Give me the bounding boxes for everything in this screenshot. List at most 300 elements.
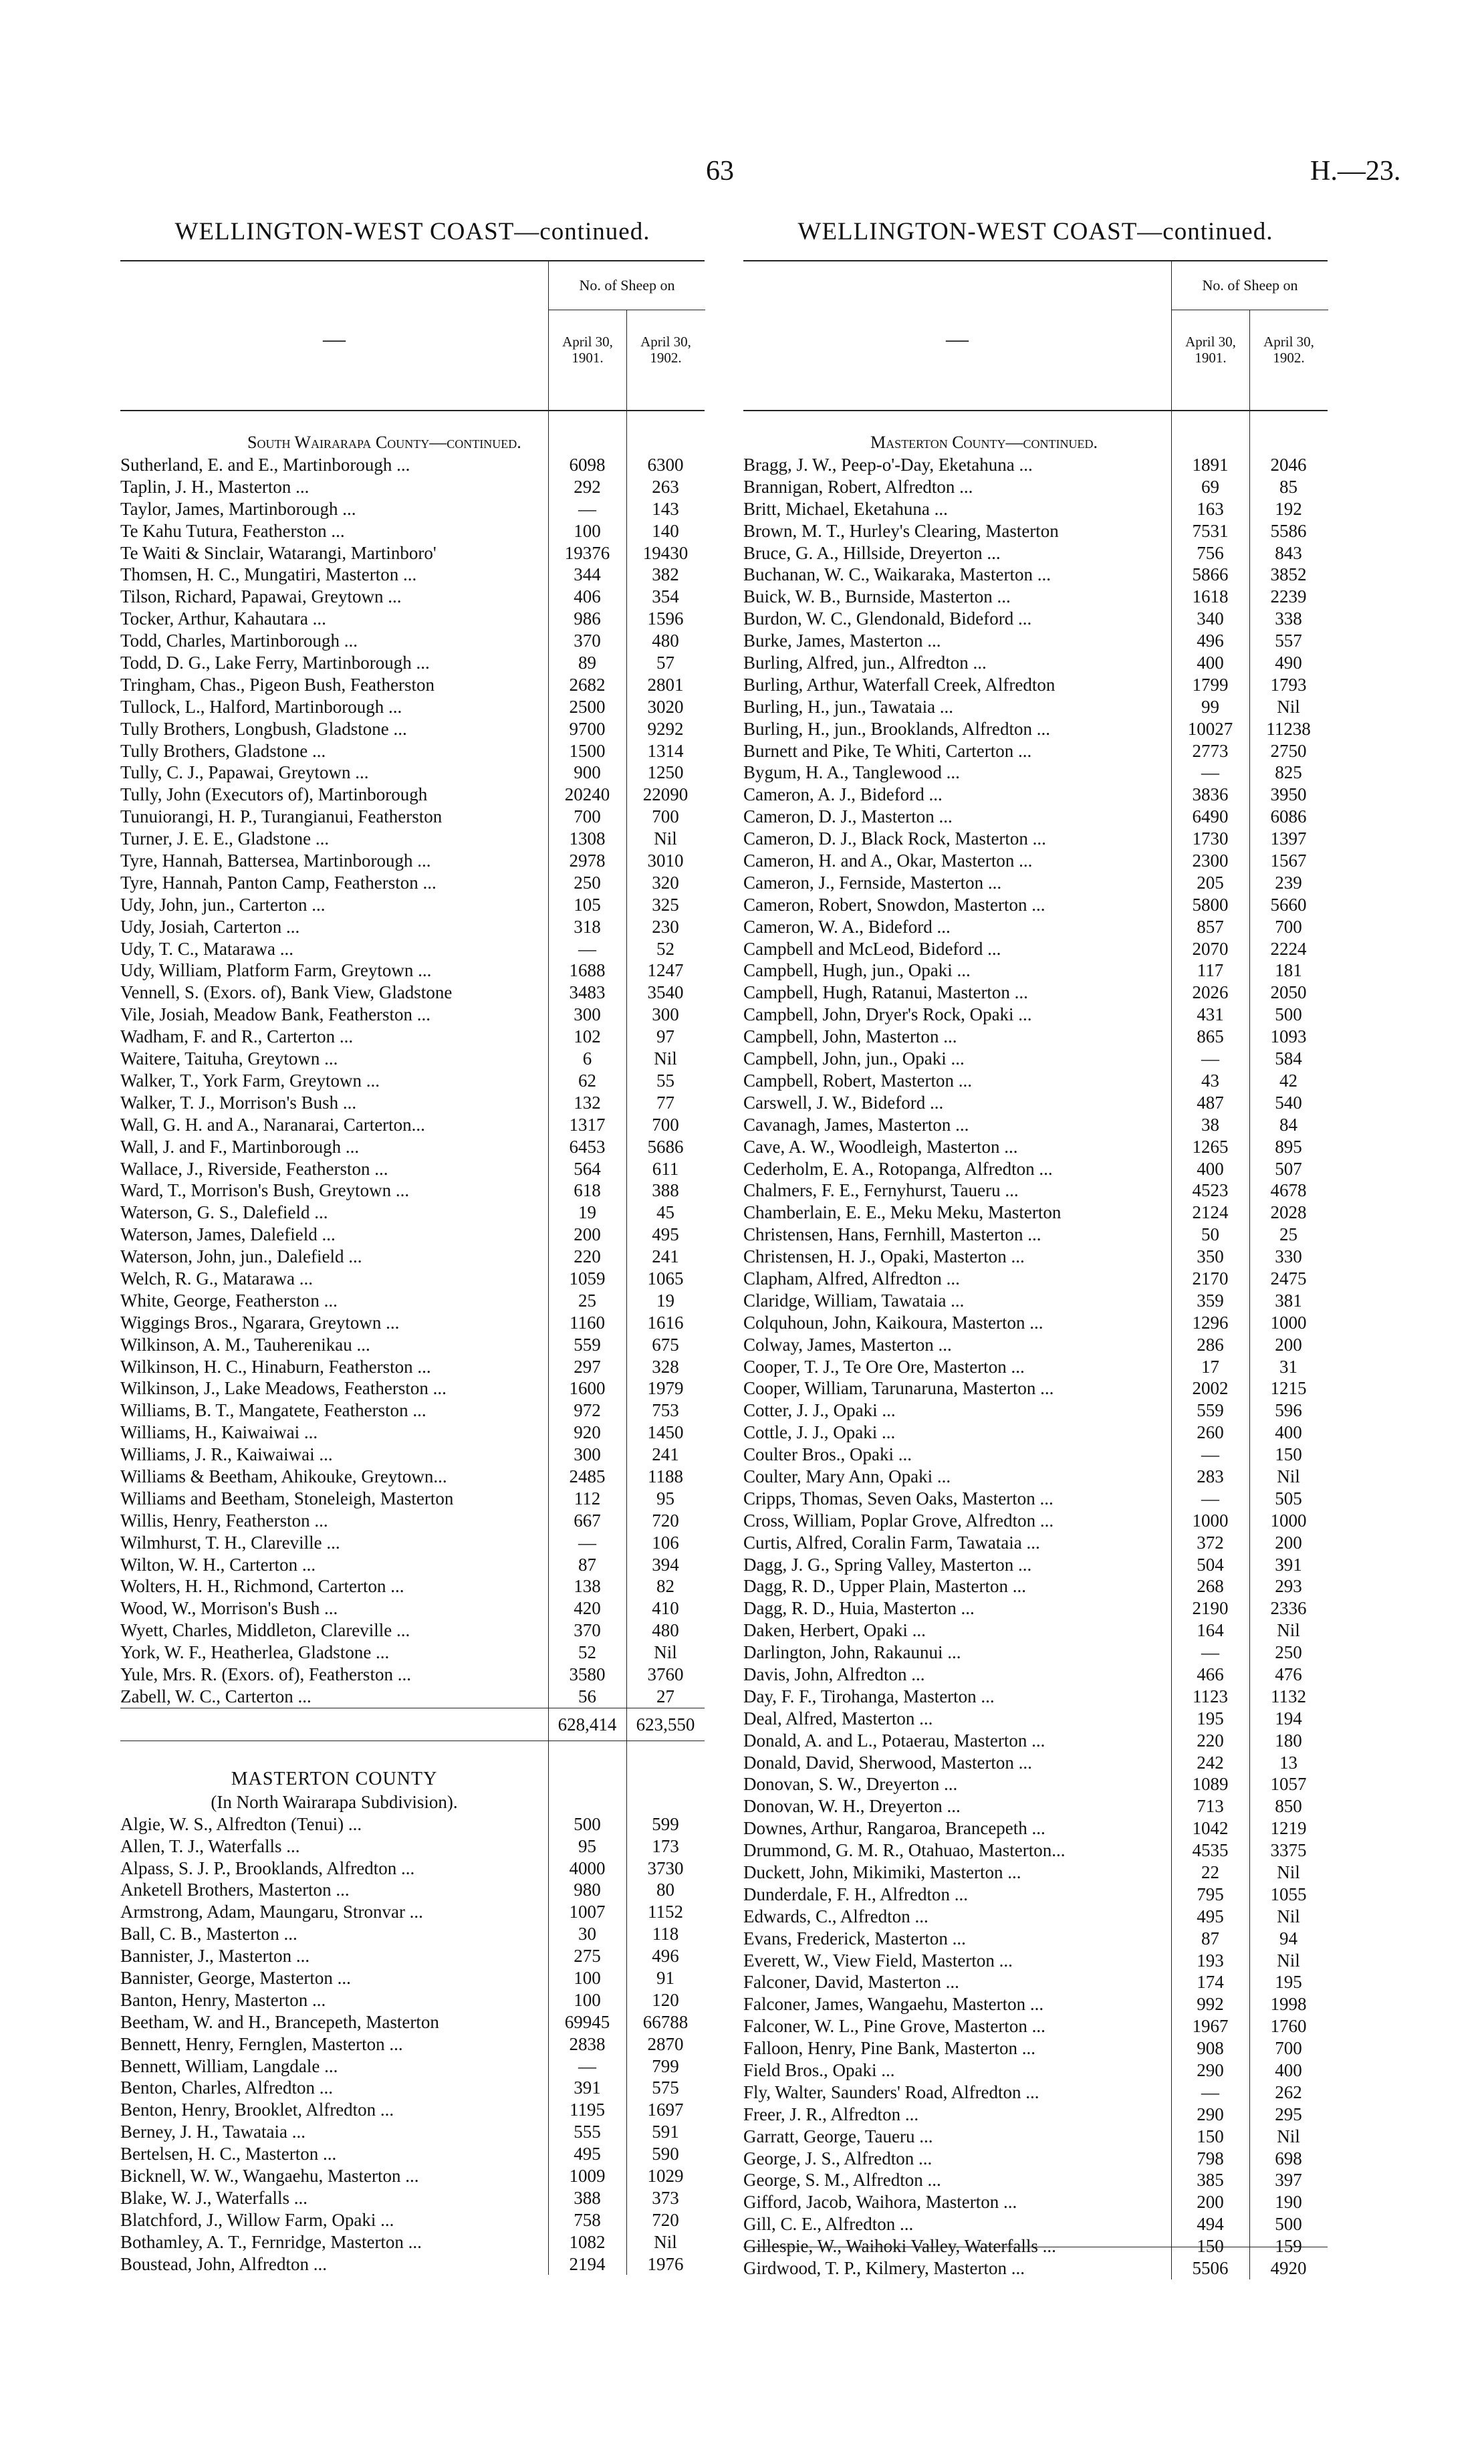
- sheep-1901: 297: [574, 1356, 601, 1377]
- total-row: [120, 1708, 705, 1741]
- owner-name: Burling, Arthur, Waterfall Creek, Alfredton: [743, 674, 1056, 695]
- table-row: [120, 2121, 705, 2143]
- owner-name: Campbell, Hugh, Ratanui, Masterton ...: [743, 982, 1028, 1003]
- sheep-1902: 1998: [1270, 1994, 1307, 2015]
- sheep-1901: 6453: [569, 1136, 606, 1157]
- sheep-1902: 6086: [1270, 806, 1307, 827]
- sheep-1902: 1616: [647, 1312, 684, 1333]
- sheep-1902: 505: [1275, 1488, 1302, 1508]
- sheep-1901: 100: [574, 1968, 601, 1988]
- table-row: [120, 608, 705, 630]
- sheep-1901: —: [1201, 762, 1219, 783]
- sheep-1901: 466: [1197, 1664, 1224, 1684]
- table-row: [120, 1901, 705, 1923]
- owner-name: Wyett, Charles, Middleton, Clareville ...: [120, 1620, 410, 1641]
- owner-name: Everett, W., View Field, Masterton ...: [743, 1950, 1013, 1971]
- sheep-1901: 992: [1197, 1994, 1224, 2015]
- table-row: [743, 2169, 1328, 2191]
- sheep-1902: 1188: [648, 1466, 683, 1486]
- owner-name: Britt, Michael, Eketahuna ...: [743, 498, 948, 519]
- sheep-1902: Nil: [1277, 1906, 1300, 1926]
- sheep-1902: 95: [656, 1488, 674, 1508]
- sheep-1901: 2190: [1192, 1598, 1229, 1619]
- right-table-body: [743, 411, 1328, 2279]
- owner-name: Falconer, David, Masterton ...: [743, 1972, 959, 1993]
- sheep-1902: 6300: [647, 455, 684, 475]
- table-row: [120, 1246, 705, 1268]
- table-row: [743, 564, 1328, 586]
- sheep-1902: 27: [656, 1686, 674, 1706]
- sheep-1902: 120: [652, 1989, 679, 2010]
- right-table-header: [743, 260, 1328, 411]
- sheep-1901: 406: [574, 586, 601, 607]
- owner-name: Tullock, L., Halford, Martinborough ...: [120, 696, 402, 717]
- table-row: [120, 1026, 705, 1048]
- table-row: [743, 1928, 1328, 1950]
- sheep-1902: 2336: [1270, 1598, 1307, 1619]
- sheep-1901: 3836: [1192, 784, 1229, 805]
- owner-name: Bicknell, W. W., Wangaehu, Masterton ...: [120, 2166, 419, 2187]
- table-row: [120, 740, 705, 762]
- table-row: [743, 1202, 1328, 1224]
- sheep-1902: 3540: [647, 982, 684, 1003]
- sheep-1902: 599: [652, 1813, 679, 1834]
- section-heading: South Wairarapa County—continued.: [247, 433, 521, 452]
- left-table-body: [120, 411, 705, 2275]
- sheep-1902: 181: [1275, 960, 1302, 981]
- sheep-1902: 675: [652, 1334, 679, 1355]
- name-column-header: —: [323, 327, 346, 352]
- sheep-1901: 340: [1197, 608, 1224, 629]
- sheep-1902: 94: [1279, 1928, 1297, 1948]
- owner-name: Carswell, J. W., Bideford ...: [743, 1092, 944, 1113]
- table-row: [743, 1488, 1328, 1510]
- sheep-1902: 52: [656, 938, 674, 959]
- sheep-1901: 200: [1197, 2192, 1224, 2213]
- table-row: [743, 916, 1328, 938]
- sheep-1901: 359: [1197, 1290, 1224, 1311]
- sheep-1901: 290: [1197, 2060, 1224, 2081]
- sheep-1901: 1042: [1192, 1818, 1229, 1839]
- table-row: [743, 1686, 1328, 1708]
- sheep-1902: 66788: [642, 2011, 689, 2032]
- table-row: [120, 1356, 705, 1378]
- sheep-1901: 138: [574, 1576, 601, 1597]
- sheep-count-header: No. of Sheep on: [1171, 261, 1328, 310]
- table-row: [120, 2011, 705, 2033]
- sheep-1901: 69945: [564, 2011, 610, 2032]
- table-row: [120, 674, 705, 696]
- table-row: [120, 1879, 705, 1901]
- owner-name: Dunderdale, F. H., Alfredton ...: [743, 1884, 969, 1904]
- owner-name: Bennett, William, Langdale ...: [120, 2055, 338, 2076]
- sheep-1902: 2475: [1270, 1268, 1307, 1289]
- sheep-1902: 328: [652, 1356, 679, 1377]
- table-row: [743, 1950, 1328, 1972]
- sheep-1902: 540: [1275, 1092, 1302, 1113]
- year-1901-header: April 30, 1901.: [548, 310, 626, 410]
- table-row: [743, 1752, 1328, 1774]
- table-row: [743, 696, 1328, 718]
- table-row: [743, 652, 1328, 674]
- sheep-1901: 495: [1197, 1906, 1224, 1926]
- sheep-1902: Nil: [1277, 1466, 1300, 1486]
- owner-name: Cotter, J. J., Opaki ...: [743, 1400, 896, 1421]
- table-row: [743, 1444, 1328, 1466]
- sheep-1901: 1265: [1192, 1136, 1229, 1157]
- sheep-1901: —: [578, 938, 596, 959]
- owner-name: Donovan, S. W., Dreyerton ...: [743, 1774, 958, 1795]
- sheep-1902: 338: [1275, 608, 1302, 629]
- table-row: [743, 1356, 1328, 1378]
- owner-name: Cooper, William, Tarunaruna, Masterton ...: [743, 1378, 1054, 1399]
- sheep-1902: 3730: [647, 1858, 684, 1878]
- sheep-1902: 753: [652, 1400, 679, 1421]
- sheep-1901: 7531: [1192, 520, 1229, 541]
- table-row: [743, 2015, 1328, 2037]
- table-row: [120, 520, 705, 542]
- owner-name: Benton, Charles, Alfredton ...: [120, 2078, 333, 2098]
- sheep-1901: 1059: [569, 1268, 606, 1289]
- sheep-1901: —: [578, 2055, 596, 2076]
- table-row: [743, 1839, 1328, 1862]
- sheep-1901: 1317: [569, 1114, 606, 1135]
- sheep-1902: Nil: [1277, 1620, 1300, 1641]
- sheep-1901: 318: [574, 916, 601, 937]
- sheep-1901: 431: [1197, 1004, 1224, 1025]
- sheep-1901: 5506: [1192, 2258, 1229, 2279]
- sheep-1902: 373: [652, 2187, 679, 2208]
- table-row: [743, 2104, 1328, 2126]
- sheep-1901: 19376: [564, 542, 610, 563]
- sheep-1901: 2194: [569, 2253, 606, 2274]
- table-row: [120, 1290, 705, 1312]
- table-row: [120, 2099, 705, 2121]
- owner-name: Banton, Henry, Masterton ...: [120, 1989, 326, 2010]
- owner-name: Bertelsen, H. C., Masterton ...: [120, 2144, 337, 2164]
- sheep-1901: 667: [574, 1510, 601, 1531]
- sheep-1902: 575: [652, 2078, 679, 2098]
- owner-name: Campbell, John, Dryer's Rock, Opaki ...: [743, 1004, 1032, 1025]
- sheep-1901: 1618: [1192, 586, 1229, 607]
- sheep-1901: 220: [574, 1246, 601, 1267]
- sheep-1901: 5866: [1192, 564, 1229, 585]
- owner-name: Vile, Josiah, Meadow Bank, Featherston ...: [120, 1004, 431, 1025]
- sheep-1901: 559: [1197, 1400, 1224, 1421]
- table-row: [120, 806, 705, 828]
- sheep-1902: Nil: [1277, 2126, 1300, 2146]
- owner-name: Gill, C. E., Alfredton ...: [743, 2214, 914, 2235]
- sheep-1902: 85: [1279, 476, 1297, 497]
- sheep-1901: 2485: [569, 1466, 606, 1486]
- table-row: [743, 1004, 1328, 1026]
- sheep-1902: 192: [1275, 498, 1302, 519]
- sheep-1902: 106: [652, 1532, 679, 1553]
- sheep-1901: 1799: [1192, 674, 1229, 695]
- name-column-header: —: [946, 327, 969, 352]
- table-row: [120, 894, 705, 916]
- owner-name: Tully Brothers, Longbush, Gladstone ...: [120, 718, 407, 739]
- sheep-1902: 2801: [647, 674, 684, 695]
- sheep-1902: 230: [652, 916, 679, 937]
- sheep-1902: 320: [652, 872, 679, 893]
- table-row: [120, 1642, 705, 1664]
- owner-name: Vennell, S. (Exors. of), Bank View, Gladstone: [120, 982, 453, 1003]
- sheep-1902: 1697: [647, 2100, 684, 2120]
- sheep-1901: 2300: [1192, 851, 1229, 871]
- owner-name: Brown, M. T., Hurley's Clearing, Masterton: [743, 520, 1059, 541]
- sheep-1902: 388: [652, 1180, 679, 1201]
- table-row: [743, 586, 1328, 608]
- owner-name: Burke, James, Masterton ...: [743, 631, 941, 651]
- total-1902: 623,550: [636, 1714, 695, 1734]
- sheep-1901: 4000: [569, 1858, 606, 1878]
- sheep-1901: 5800: [1192, 894, 1229, 915]
- owner-name: Field Bros., Opaki ...: [743, 2060, 895, 2081]
- owner-name: Wallace, J., Riverside, Featherston ...: [120, 1158, 388, 1179]
- sheep-1901: 300: [574, 1004, 601, 1025]
- sheep-1901: 980: [574, 1880, 601, 1900]
- sheep-1901: 495: [574, 2144, 601, 2164]
- table-row: [120, 784, 705, 806]
- sheep-1902: 1000: [1270, 1510, 1307, 1531]
- sheep-1902: 3010: [647, 851, 684, 871]
- table-row: [120, 1945, 705, 1967]
- sheep-1901: 400: [1197, 653, 1224, 673]
- owner-name: Waterson, G. S., Dalefield ...: [120, 1202, 328, 1223]
- sheep-1901: 2170: [1192, 1268, 1229, 1289]
- owner-name: Cameron, D. J., Black Rock, Masterton ...: [743, 828, 1046, 849]
- sheep-1902: 400: [1275, 1422, 1302, 1443]
- sheep-1902: 700: [1275, 2038, 1302, 2059]
- table-row: [120, 454, 705, 476]
- sheep-1902: 194: [1275, 1708, 1302, 1728]
- sheep-1902: 2224: [1270, 938, 1307, 959]
- owner-name: Anketell Brothers, Masterton ...: [120, 1880, 350, 1900]
- owner-name: Donald, A. and L., Potaerau, Masterton ...: [743, 1730, 1045, 1751]
- table-row: [743, 1862, 1328, 1884]
- sheep-1901: 56: [578, 1686, 596, 1706]
- sheep-1902: Nil: [654, 1048, 677, 1069]
- total-1901: 628,414: [558, 1714, 617, 1734]
- table-row: [743, 1290, 1328, 1312]
- sheep-1901: 50: [1201, 1224, 1219, 1245]
- sheep-1902: 496: [652, 1946, 679, 1967]
- owner-name: Taylor, James, Martinborough ...: [120, 498, 356, 519]
- sheep-1902: 1250: [647, 762, 684, 783]
- owner-name: Brannigan, Robert, Alfredton ...: [743, 476, 973, 497]
- table-row: [743, 850, 1328, 872]
- sheep-1902: 480: [652, 1620, 679, 1641]
- owner-name: Cameron, J., Fernside, Masterton ...: [743, 872, 1002, 893]
- owner-name: Chalmers, F. E., Fernyhurst, Taueru ...: [743, 1180, 1019, 1201]
- owner-name: Williams and Beetham, Stoneleigh, Masterton: [120, 1488, 454, 1508]
- table-row: [120, 696, 705, 718]
- owner-name: Bothamley, A. T., Fernridge, Masterton ...: [120, 2231, 422, 2252]
- sheep-1902: 263: [652, 476, 679, 497]
- sheep-1901: 117: [1197, 960, 1224, 981]
- owner-name: Wood, W., Morrison's Bush ...: [120, 1598, 338, 1619]
- sheep-1901: —: [1201, 1642, 1219, 1663]
- sheep-1902: 200: [1275, 1334, 1302, 1355]
- sheep-1902: 825: [1275, 762, 1302, 783]
- sheep-1901: 4535: [1192, 1840, 1229, 1861]
- owner-name: Waterson, James, Dalefield ...: [120, 1224, 336, 1245]
- owner-name: Willis, Henry, Featherston ...: [120, 1510, 328, 1531]
- sheep-1902: 3375: [1270, 1840, 1307, 1861]
- owner-name: Ball, C. B., Masterton ...: [120, 1924, 297, 1944]
- owner-name: Deal, Alfred, Masterton ...: [743, 1708, 933, 1728]
- owner-name: Wilkinson, H. C., Hinaburn, Featherston ...: [120, 1356, 431, 1377]
- sheep-1902: 799: [652, 2055, 679, 2076]
- sheep-1901: 972: [574, 1400, 601, 1421]
- sheep-1901: 200: [574, 1224, 601, 1245]
- owner-name: Darlington, John, Rakaunui ...: [743, 1642, 961, 1663]
- sheep-1901: 286: [1197, 1334, 1224, 1355]
- sheep-1901: 43: [1201, 1070, 1219, 1091]
- sheep-1901: 504: [1197, 1554, 1224, 1575]
- table-row: [743, 1136, 1328, 1158]
- sheep-1902: 262: [1275, 2082, 1302, 2102]
- table-row: [120, 1967, 705, 1989]
- sheep-1902: 25: [1279, 1224, 1297, 1245]
- owner-name: Algie, W. S., Alfredton (Tenui) ...: [120, 1813, 362, 1834]
- owner-name: Downes, Arthur, Rangaroa, Brancepeth ...: [743, 1818, 1045, 1839]
- sheep-1902: Nil: [654, 2231, 677, 2252]
- sheep-1902: 5686: [647, 1136, 684, 1157]
- sheep-1902: 200: [1275, 1532, 1302, 1553]
- section-subheading: (In North Wairarapa Subdivision).: [211, 1791, 458, 1812]
- sheep-1901: 62: [578, 1070, 596, 1091]
- sheep-1901: 100: [574, 520, 601, 541]
- sheep-1902: 3760: [647, 1664, 684, 1684]
- table-row: [743, 1158, 1328, 1180]
- table-row: [743, 1664, 1328, 1686]
- sheep-1902: 1397: [1270, 828, 1307, 849]
- sheep-1901: 95: [578, 1835, 596, 1856]
- sheep-1901: 290: [1197, 2104, 1224, 2124]
- sheep-1902: 293: [1275, 1576, 1302, 1597]
- owner-name: George, S. M., Alfredton ...: [743, 2170, 941, 2191]
- table-row: [120, 1202, 705, 1224]
- table-row: [120, 1180, 705, 1202]
- table-row: [120, 1923, 705, 1945]
- table-row: [120, 586, 705, 608]
- owner-name: Walker, T., York Farm, Greytown ...: [120, 1070, 380, 1091]
- table-row: [743, 1026, 1328, 1048]
- owner-name: Williams, B. T., Mangatete, Featherston ...: [120, 1400, 426, 1421]
- sheep-1902: 3852: [1270, 564, 1307, 585]
- owner-name: Campbell, Robert, Masterton ...: [743, 1070, 972, 1091]
- table-row: [120, 1312, 705, 1334]
- sheep-1901: 10027: [1187, 718, 1233, 739]
- sheep-1901: 87: [578, 1554, 596, 1575]
- owner-name: Yule, Mrs. R. (Exors. of), Featherston ...: [120, 1664, 411, 1684]
- owner-name: Wolters, H. H., Richmond, Carterton ...: [120, 1576, 404, 1597]
- owner-name: Cooper, T. J., Te Ore Ore, Masterton ...: [743, 1356, 1025, 1377]
- right-column: [743, 217, 1328, 2279]
- owner-name: Campbell, John, Masterton ...: [743, 1026, 957, 1047]
- sheep-1901: 195: [1197, 1708, 1224, 1728]
- sheep-1901: —: [578, 498, 596, 519]
- sheep-1902: 118: [652, 1924, 679, 1944]
- table-row: [120, 1835, 705, 1858]
- left-column: [120, 217, 705, 2275]
- table-row: [120, 1114, 705, 1136]
- sheep-1902: 490: [1275, 653, 1302, 673]
- sheep-1901: —: [1201, 1488, 1219, 1508]
- owner-name: Beetham, W. and H., Brancepeth, Masterton: [120, 2011, 439, 2032]
- owner-name: Armstrong, Adam, Maungaru, Stronvar ...: [120, 1902, 423, 1922]
- sheep-1901: 22: [1201, 1862, 1219, 1882]
- owner-name: York, W. F., Heatherlea, Gladstone ...: [120, 1642, 390, 1663]
- sheep-1902: 5586: [1270, 520, 1307, 541]
- sheep-1901: 756: [1197, 542, 1224, 563]
- sheep-1902: 180: [1275, 1730, 1302, 1751]
- table-row: [743, 806, 1328, 828]
- sheep-1901: 2124: [1192, 1202, 1229, 1223]
- table-row: [120, 762, 705, 784]
- sheep-1902: 1976: [647, 2253, 684, 2274]
- sheep-1902: 507: [1275, 1158, 1302, 1179]
- owner-name: Tully Brothers, Gladstone ...: [120, 740, 326, 761]
- table-row: [120, 2253, 705, 2275]
- owner-name: Cameron, W. A., Bideford ...: [743, 916, 951, 937]
- sheep-1902: 2046: [1270, 455, 1307, 475]
- owner-name: Williams, J. R., Kaiwaiwai ...: [120, 1444, 333, 1465]
- owner-name: Christensen, H. J., Opaki, Masterton ...: [743, 1246, 1025, 1267]
- sheep-1902: 382: [652, 564, 679, 585]
- table-row: [120, 498, 705, 520]
- sheep-1901: 3580: [569, 1664, 606, 1684]
- sheep-1902: Nil: [654, 1642, 677, 1663]
- sheep-1902: 1093: [1270, 1026, 1307, 1047]
- table-row: [743, 960, 1328, 982]
- sheep-1901: 283: [1197, 1466, 1224, 1486]
- table-row: [120, 1268, 705, 1290]
- sheep-1902: 4920: [1270, 2258, 1307, 2279]
- sheep-1902: 91: [656, 1968, 674, 1988]
- sheep-1902: 22090: [642, 784, 689, 805]
- sheep-1902: 397: [1275, 2170, 1302, 2191]
- sheep-1902: 400: [1275, 2060, 1302, 2081]
- table-row: [120, 1989, 705, 2011]
- sheep-1901: 52: [578, 1642, 596, 1663]
- table-row: [743, 1532, 1328, 1554]
- sheep-1902: 1567: [1270, 851, 1307, 871]
- owner-name: Cameron, D. J., Masterton ...: [743, 806, 953, 827]
- sheep-1902: 410: [652, 1598, 679, 1619]
- owner-name: Day, F. F., Tirohanga, Masterton ...: [743, 1686, 995, 1706]
- sheep-1902: 13: [1279, 1752, 1297, 1773]
- owner-name: Taplin, J. H., Masterton ...: [120, 476, 310, 497]
- table-row: [743, 894, 1328, 916]
- owner-name: Tocker, Arthur, Kahautara ...: [120, 608, 326, 629]
- owner-name: Tyre, Hannah, Panton Camp, Featherston ...: [120, 872, 437, 893]
- table-row: [120, 1334, 705, 1356]
- table-row: [743, 1773, 1328, 1795]
- owner-name: Dagg, R. D., Huia, Masterton ...: [743, 1598, 975, 1619]
- sheep-1902: 700: [652, 806, 679, 827]
- owner-name: Tringham, Chas., Pigeon Bush, Featherston: [120, 674, 435, 695]
- sheep-1901: 174: [1197, 1972, 1224, 1993]
- owner-name: Williams, H., Kaiwaiwai ...: [120, 1422, 318, 1443]
- section-heading: Masterton County—continued.: [870, 433, 1098, 452]
- sheep-1902: 19: [656, 1290, 674, 1311]
- owner-name: Wilkinson, J., Lake Meadows, Featherston ...: [120, 1378, 447, 1399]
- sheep-1902: 596: [1275, 1400, 1302, 1421]
- sheep-1901: 99: [1201, 696, 1219, 717]
